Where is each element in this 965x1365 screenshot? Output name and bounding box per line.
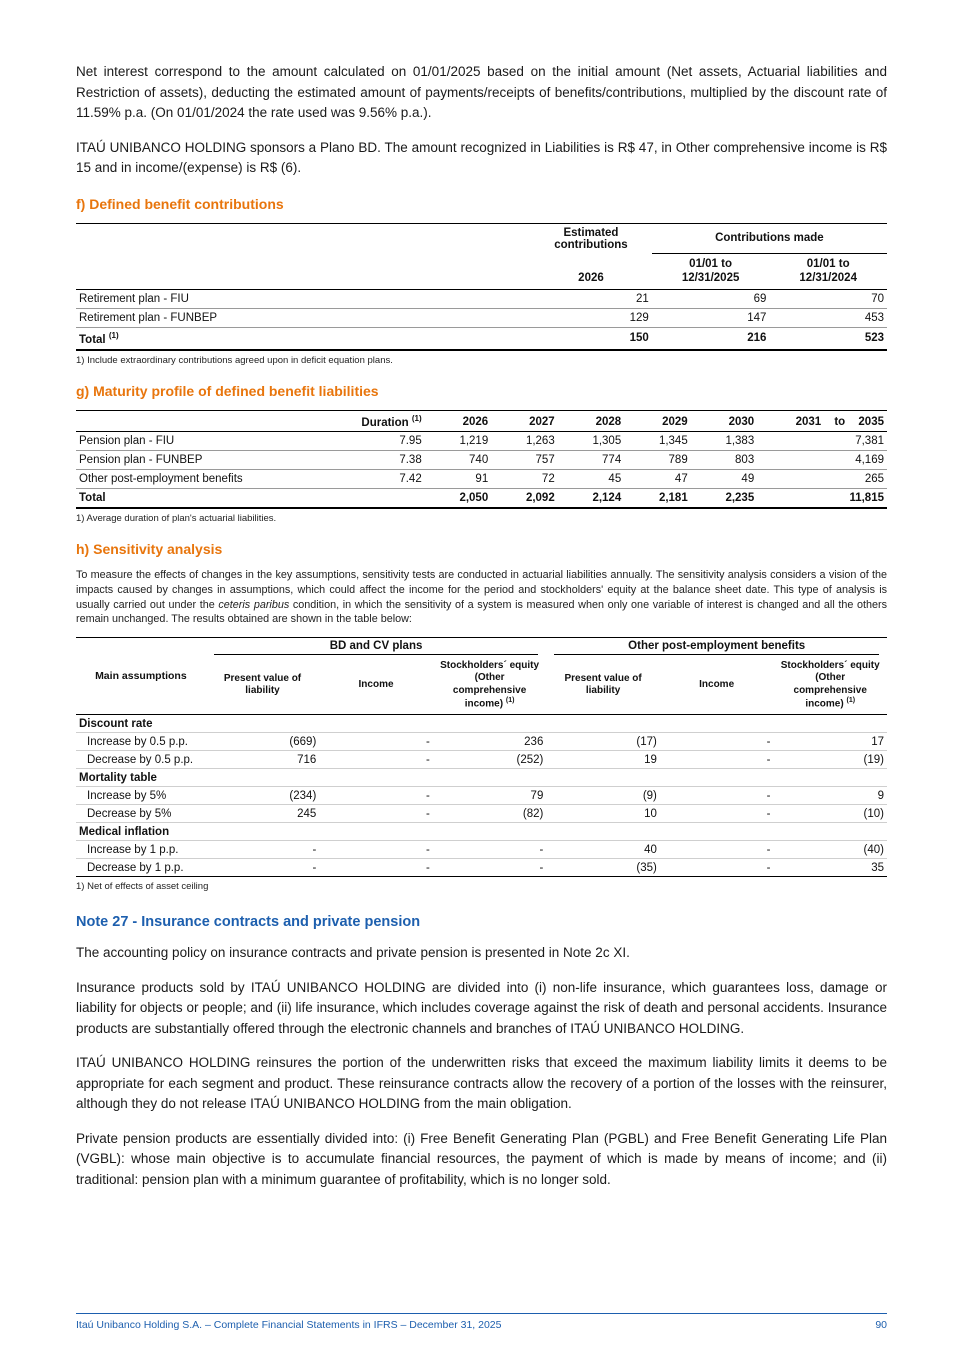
cell-value: 40 [546, 841, 660, 859]
paragraph-reinsurance: ITAÚ UNIBANCO HOLDING reinsures the portion of the underwritten risks that exceed the maximum liability limits it deems to be appropriate for each segment and product. These reinsurance contracts allow the recovery of a portion of the losses with the reinsurer, although they do not release ITAÚ UNIBANCO HOLDING from the main obligation. [76, 1055, 887, 1112]
cell-value: 236 [433, 733, 547, 751]
cell-value: - [660, 805, 774, 823]
cell-value: - [660, 859, 774, 877]
column-header-2030: 2030 [691, 410, 758, 432]
cell-value: - [206, 841, 320, 859]
cell-value: (17) [546, 733, 660, 751]
cell-value: - [319, 859, 433, 877]
empty-cell [76, 410, 336, 432]
table-row [76, 787, 887, 805]
paragraph-plano-bd: ITAÚ UNIBANCO HOLDING sponsors a Plano BD. The amount recognized in Liabilities is R$ 47, in Other comprehensive income is R$ 15 and in income/(expense) is R$ (6). [76, 139, 887, 176]
total-label: Total [79, 333, 106, 346]
section-row-medical-inflation [76, 823, 887, 841]
table-footnote: 1) Net of effects of asset ceiling [76, 881, 209, 893]
column-group-bd-cv-plans [206, 637, 547, 657]
cell-value: 2,050 [425, 489, 492, 509]
column-header-main-assumptions: Main assumptions [76, 637, 206, 714]
cell-empty [206, 823, 320, 841]
column-header-2027: 2027 [491, 410, 558, 432]
cell-value: 7,381 [757, 432, 887, 451]
cell-value: 774 [558, 451, 625, 470]
row-label: Retirement plan - FIU [76, 289, 530, 308]
cell-empty [773, 769, 887, 787]
cell-duration: 7.95 [336, 432, 425, 451]
column-header-2026: 2026 [530, 254, 652, 290]
cell-value: (19) [773, 751, 887, 769]
paragraph-private-pension: Private pension products are essentially divided into: (i) Free Benefit Generating Plan (PGBL) and Free Benefit Generating Life Plan (VGBL): whose main objective is to accumulate financial resources, the payment of which is made by means of income; and (ii) traditional: pension plan with a minimum guarantee of profitability, which is no longer sold. [76, 1130, 887, 1187]
cell-value: - [660, 751, 774, 769]
cell-empty [546, 823, 660, 841]
column-group-estimated-contributions [530, 223, 652, 254]
group-header-row [76, 223, 887, 254]
cell-value: 91 [425, 470, 492, 489]
column-group-label: BD and CV plans [214, 640, 539, 655]
column-header-equity-other [773, 657, 887, 715]
table-row [76, 432, 887, 451]
cell-value: - [319, 787, 433, 805]
maturity-profile-table [76, 410, 887, 510]
cell-value: 2,235 [691, 489, 758, 509]
cell-value: 2,092 [491, 489, 558, 509]
cell-empty [206, 769, 320, 787]
cell-value: 4,169 [757, 451, 887, 470]
column-header-label: Stockholders´ equity (Other comprehensive income) [440, 659, 540, 710]
cell-value: 245 [206, 805, 320, 823]
section-f-heading: f) Defined benefit contributions [76, 195, 284, 212]
cell-value: (40) [773, 841, 887, 859]
paragraph-accounting-policy: The accounting policy on insurance contracts and private pension is presented in Note 2c XI. [76, 945, 630, 961]
intro-text-after: condition, in which the sensitivity of a system is measured when only one variable of interest is changed and all the others remain unchanged. The results obtained are shown in the table below: [76, 598, 887, 626]
column-header-label: Stockholders´ equity (Other comprehensive income) [780, 659, 880, 710]
table-footnote: 1) Average duration of plan's actuarial liabilities. [76, 513, 277, 525]
row-label: Increase by 5% [76, 787, 206, 805]
section-maturity-profile [76, 383, 887, 525]
footnote-ref: (1) [846, 697, 856, 705]
cell-value: 69 [652, 289, 770, 308]
cell-value: 147 [652, 308, 770, 327]
section-label: Mortality table [76, 769, 206, 787]
cell-value: - [433, 859, 547, 877]
row-label: Retirement plan - FUNBEP [76, 308, 530, 327]
cell-empty [433, 769, 547, 787]
cell-value: 21 [530, 289, 652, 308]
sensitivity-table [76, 637, 887, 877]
row-label: Increase by 0.5 p.p. [76, 733, 206, 751]
cell-empty [433, 823, 547, 841]
cell-empty [660, 715, 774, 733]
row-label-total: Total [76, 489, 336, 509]
column-header-equity-bd [433, 657, 547, 715]
cell-value: - [206, 859, 320, 877]
column-header-present-value-other: Present value of liability [546, 657, 660, 715]
page-footer [76, 1313, 887, 1331]
section-g-heading: g) Maturity profile of defined benefit liabilities [76, 382, 379, 399]
column-group-label: Other post-employment benefits [554, 640, 879, 655]
column-header-present-value-bd: Present value of liability [206, 657, 320, 715]
cell-value: - [319, 841, 433, 859]
row-label: Decrease by 1 p.p. [76, 859, 206, 877]
column-header-period-2024 [769, 254, 887, 290]
column-header-label: Duration [361, 416, 409, 429]
column-header-2026: 2026 [425, 410, 492, 432]
column-header-2031-to-2035: 2031 to 2035 [757, 410, 887, 432]
empty-cell [76, 223, 530, 254]
cell-value: 10 [546, 805, 660, 823]
cell-value: 1,383 [691, 432, 758, 451]
footnote-ref: (1) [108, 330, 119, 340]
cell-value: - [319, 805, 433, 823]
contributions-table [76, 223, 887, 351]
sensitivity-intro [76, 568, 887, 626]
cell-value: 150 [530, 327, 652, 349]
cell-empty [773, 823, 887, 841]
footnote-ref: (1) [411, 413, 422, 423]
paragraph-net-interest: Net interest correspond to the amount calculated on 01/01/2025 based on the initial amount (Net assets, Actuarial liabilities and Restriction of assets), deducting the estimated amount of payments/receipts of benefits/contributions, multiplied by the discount rate of 11.59% p.a. (On 01/01/2024 the rate used was 9.56% p.a.). [76, 64, 887, 121]
cell-value: 49 [691, 470, 758, 489]
cell-value: 789 [624, 451, 691, 470]
cell-value: 216 [652, 327, 770, 349]
column-group-label: Estimated contributions [554, 226, 628, 251]
cell-value: 716 [206, 751, 320, 769]
cell-empty [660, 823, 774, 841]
cell-value: 2,124 [558, 489, 625, 509]
table-footnote: 1) Include extraordinary contributions agreed upon in deficit equation plans. [76, 354, 393, 366]
table-row [76, 841, 887, 859]
empty-cell [76, 254, 530, 290]
cell-value: 523 [769, 327, 887, 349]
intro-text-italic: ceteris paribus [218, 598, 290, 611]
cell-value: 72 [491, 470, 558, 489]
column-header-label: 01/01 to 12/31/2025 [681, 258, 740, 285]
table-row [76, 805, 887, 823]
cell-value: 11,815 [757, 489, 887, 509]
cell-duration: 7.42 [336, 470, 425, 489]
column-header-2029: 2029 [624, 410, 691, 432]
cell-duration [336, 489, 425, 509]
cell-value: 9 [773, 787, 887, 805]
cell-empty [546, 715, 660, 733]
row-label: Decrease by 0.5 p.p. [76, 751, 206, 769]
cell-value: 265 [757, 470, 887, 489]
cell-value: 1,219 [425, 432, 492, 451]
section-label: Discount rate [76, 715, 206, 733]
row-label: Decrease by 5% [76, 805, 206, 823]
intro-text-before: To measure the effects of changes in the key assumptions, sensitivity tests are conducted in actuarial liabilities annually. The sensitivity analysis considers a vision of the impacts caused by changes in assumptions, which could affect the income for the period and stockholders' equity at the balance sheet date. This type of analysis is usually carried out under the [76, 569, 887, 611]
note-27-insurance-contracts [76, 914, 887, 1190]
cell-value: 19 [546, 751, 660, 769]
footer-text: Itaú Unibanco Holding S.A. – Complete Financial Statements in IFRS – December 31, 2025 [76, 1319, 502, 1331]
cell-value: 757 [491, 451, 558, 470]
cell-value: 35 [773, 859, 887, 877]
column-header-duration [336, 410, 425, 432]
cell-value: 1,345 [624, 432, 691, 451]
table-row [76, 289, 887, 308]
table-row [76, 308, 887, 327]
cell-value: - [433, 841, 547, 859]
table-row [76, 751, 887, 769]
table-row [76, 470, 887, 489]
cell-value: (10) [773, 805, 887, 823]
page-number: 90 [875, 1319, 887, 1331]
cell-empty [319, 823, 433, 841]
cell-value: 47 [624, 470, 691, 489]
table-row [76, 859, 887, 877]
paragraph-insurance-products: Insurance products sold by ITAÚ UNIBANCO HOLDING are divided into (i) non-life insurance, which guarantees loss, damage or liability for objects or people; and (ii) life insurance, which includes coverage against the risk of death and personal accidents. Insurance products are substantially offered through the electronic channels and branches of ITAÚ UNIBANCO HOLDING. [76, 979, 887, 1036]
section-sensitivity-analysis [76, 541, 887, 892]
row-label: Pension plan - FUNBEP [76, 451, 336, 470]
column-group-other-post-employment-benefits [546, 637, 887, 657]
cell-value: 740 [425, 451, 492, 470]
column-header-income-other: Income [660, 657, 774, 715]
cell-duration: 7.38 [336, 451, 425, 470]
cell-empty [433, 715, 547, 733]
cell-value: (252) [433, 751, 547, 769]
cell-value: (9) [546, 787, 660, 805]
cell-value: (82) [433, 805, 547, 823]
column-header-income-bd: Income [319, 657, 433, 715]
cell-empty [319, 769, 433, 787]
cell-value: - [660, 733, 774, 751]
row-label-total [76, 327, 530, 349]
cell-value: - [660, 841, 774, 859]
column-header-row [76, 410, 887, 432]
cell-value: (234) [206, 787, 320, 805]
cell-value: 70 [769, 289, 887, 308]
group-header-row [76, 637, 887, 657]
cell-value: (35) [546, 859, 660, 877]
cell-value: (669) [206, 733, 320, 751]
column-header-row [76, 254, 887, 290]
note-27-heading: Note 27 - Insurance contracts and private pension [76, 914, 421, 931]
section-label: Medical inflation [76, 823, 206, 841]
column-header-2028: 2028 [558, 410, 625, 432]
section-h-heading: h) Sensitivity analysis [76, 541, 223, 558]
cell-value: 79 [433, 787, 547, 805]
cell-empty [773, 715, 887, 733]
footnote-ref: (1) [505, 697, 515, 705]
cell-value: 453 [769, 308, 887, 327]
table-row-total [76, 489, 887, 509]
cell-value: - [319, 733, 433, 751]
cell-value: 17 [773, 733, 887, 751]
cell-empty [660, 769, 774, 787]
column-group-contributions-made: Contributions made [652, 223, 887, 254]
cell-empty [206, 715, 320, 733]
cell-empty [319, 715, 433, 733]
row-label: Other post-employment benefits [76, 470, 336, 489]
table-row-total [76, 327, 887, 349]
row-label: Increase by 1 p.p. [76, 841, 206, 859]
cell-empty [546, 769, 660, 787]
section-row-discount-rate [76, 715, 887, 733]
table-row [76, 451, 887, 470]
cell-value: 45 [558, 470, 625, 489]
section-defined-benefit-contributions [76, 196, 887, 366]
cell-value: - [660, 787, 774, 805]
cell-value: 2,181 [624, 489, 691, 509]
cell-value: 129 [530, 308, 652, 327]
row-label: Pension plan - FIU [76, 432, 336, 451]
cell-value: 1,263 [491, 432, 558, 451]
column-header-label: 01/01 to 12/31/2024 [799, 258, 857, 285]
section-row-mortality-table [76, 769, 887, 787]
column-header-period-2025 [652, 254, 770, 290]
table-row [76, 733, 887, 751]
cell-value: 803 [691, 451, 758, 470]
cell-value: 1,305 [558, 432, 625, 451]
cell-value: - [319, 751, 433, 769]
